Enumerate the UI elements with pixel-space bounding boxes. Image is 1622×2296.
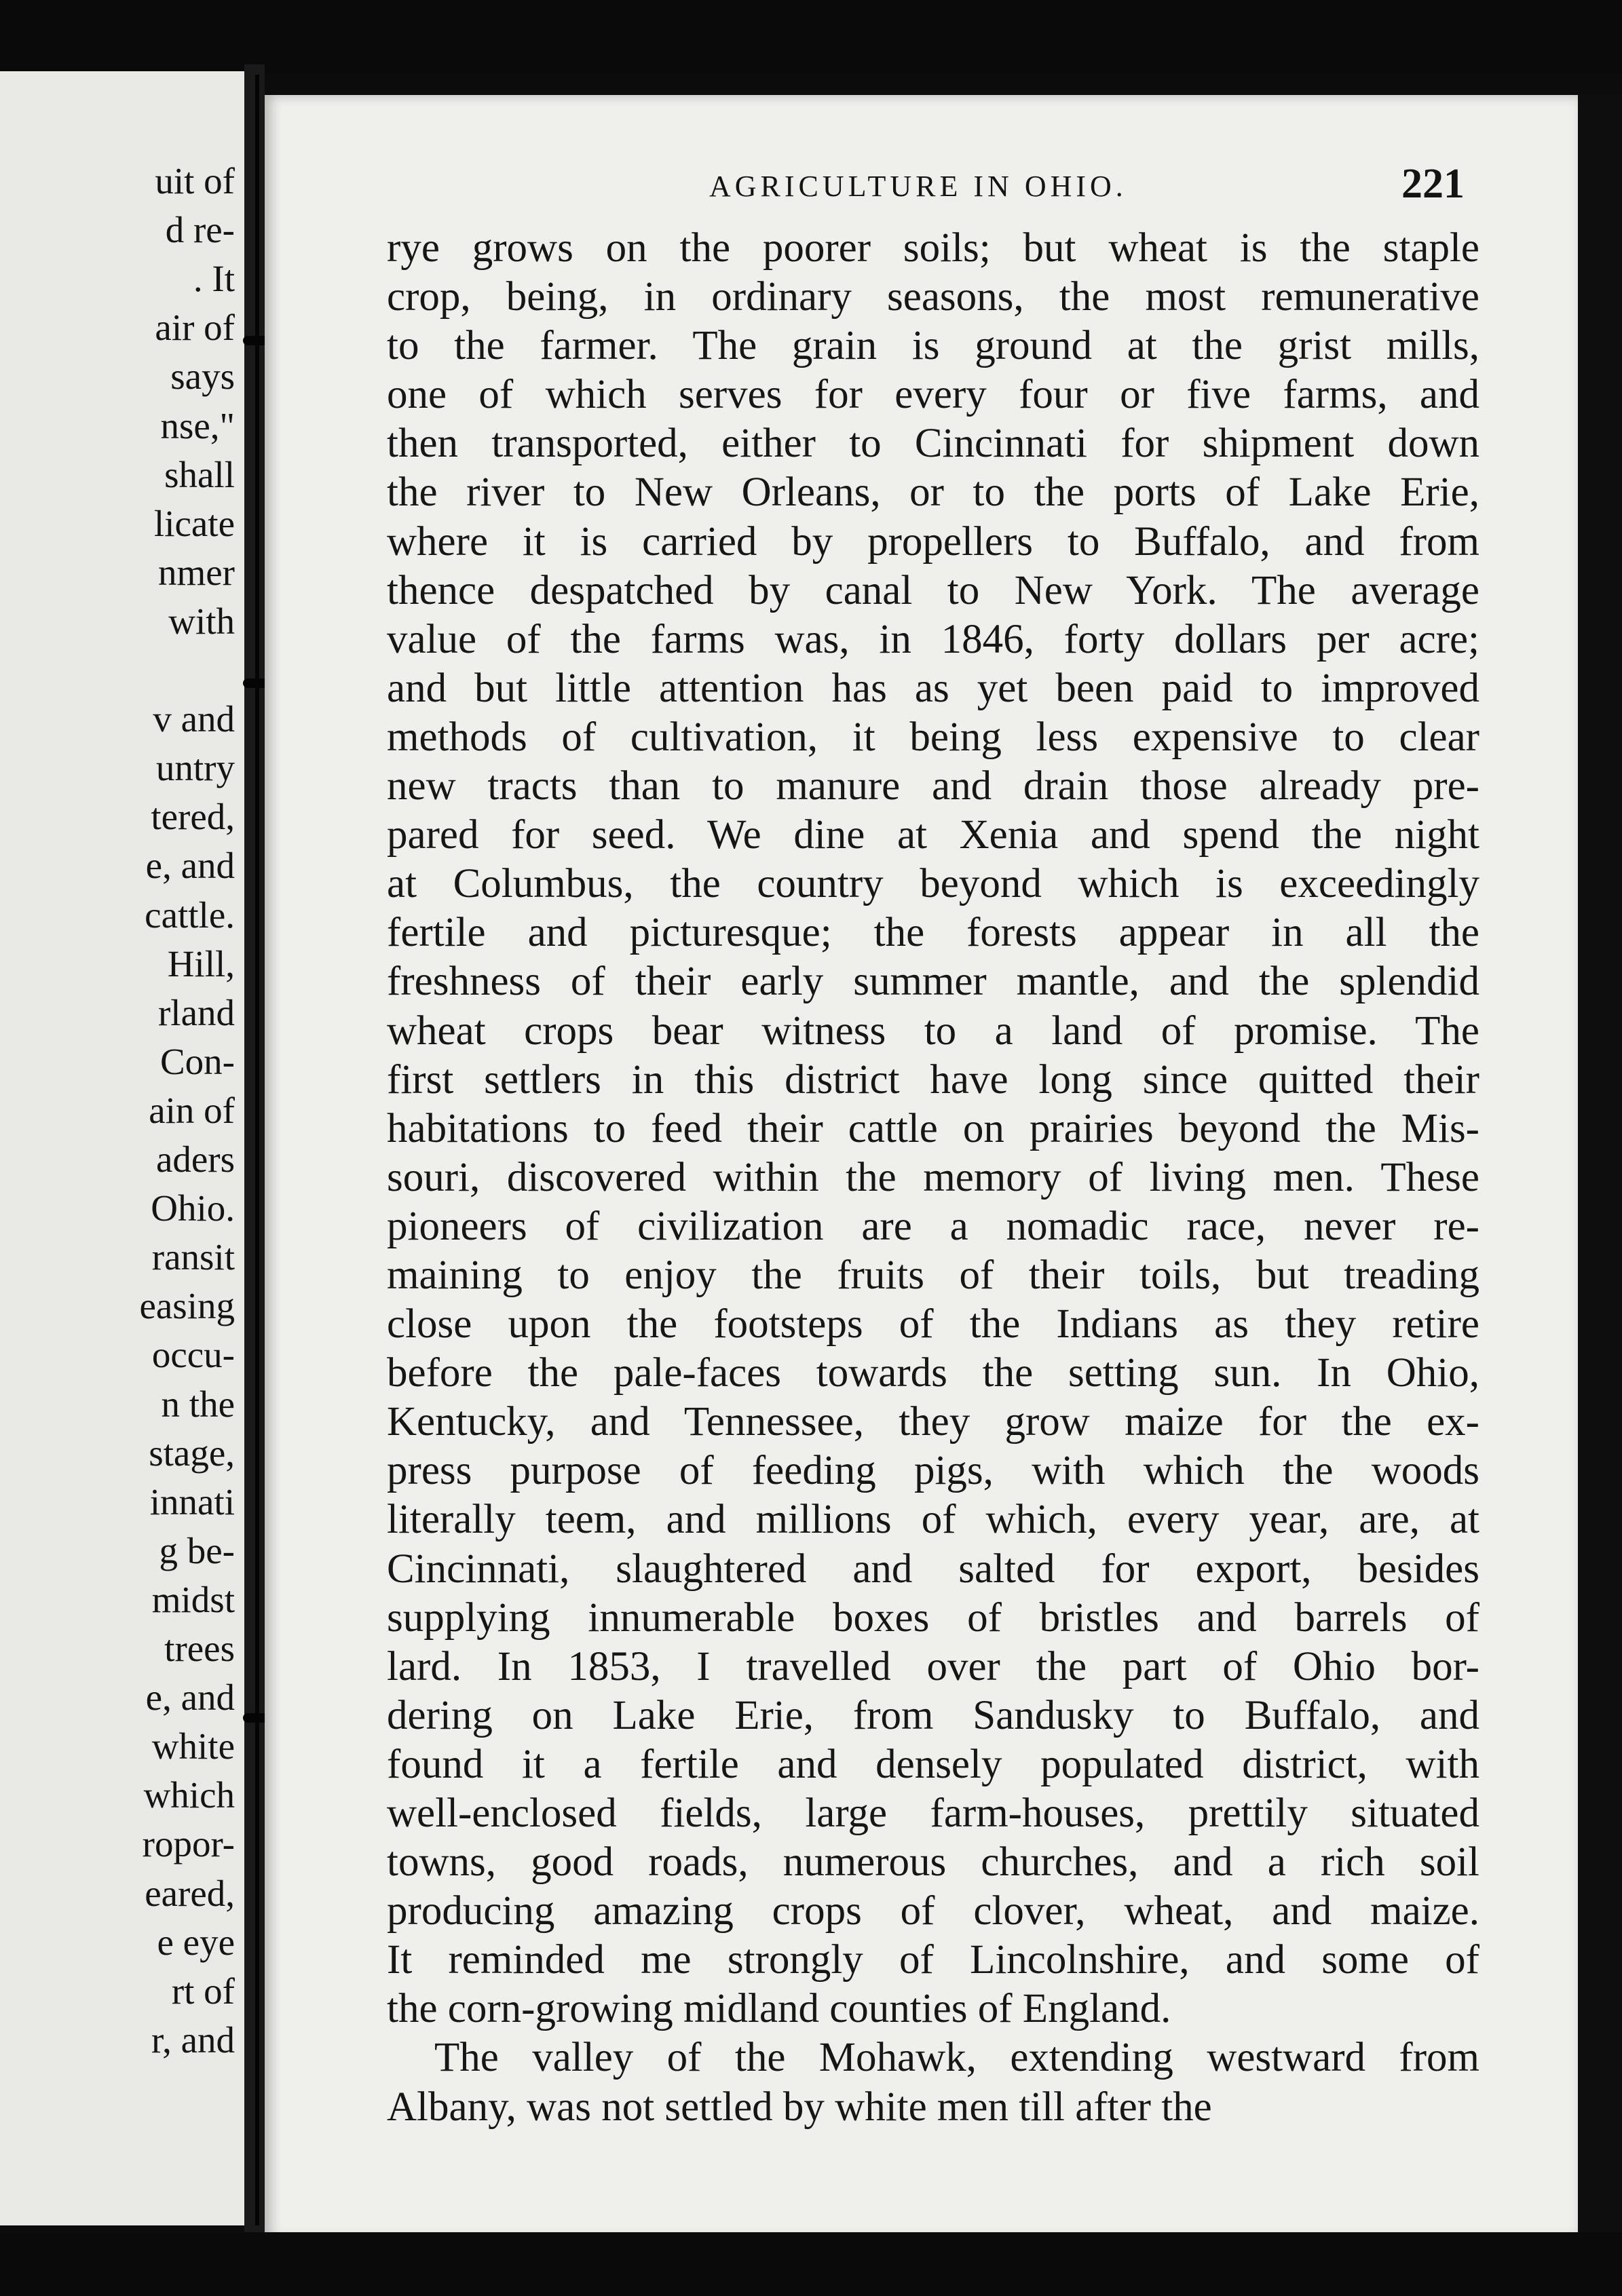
facing-page-line: eared, — [145, 1872, 235, 1914]
text-line: found it a fertile and densely populated district, with — [387, 1741, 1479, 1787]
text-line: pared for seed. We dine at Xenia and spend the night — [387, 812, 1479, 858]
text-line: value of the farms was, in 1846, forty dollars per acre; — [387, 616, 1479, 662]
text-line: dering on Lake Erie, from Sandusky to Buffalo, and — [387, 1692, 1479, 1738]
facing-page-line: says — [170, 356, 235, 398]
text-line: methods of cultivation, it being less expensive to clear — [387, 714, 1479, 760]
facing-page-line: Con- — [160, 1040, 235, 1082]
text-line: wheat crops bear witness to a land of promise. The — [387, 1008, 1479, 1054]
facing-page-line: d re- — [165, 209, 235, 251]
text-line: thence despatched by canal to New York. The average — [387, 567, 1479, 613]
text-line: The valley of the Mohawk, extending westward from — [434, 2035, 1479, 2081]
text-line: producing amazing crops of clover, wheat, and maize. — [387, 1888, 1479, 1934]
book-gutter — [244, 64, 265, 2236]
facing-page-line: with — [168, 600, 235, 642]
text-line: Cincinnati, slaughtered and salted for export, besides — [387, 1546, 1479, 1592]
text-line: Kentucky, and Tennessee, they grow maize for the ex- — [387, 1399, 1479, 1445]
facing-page-line: tered, — [151, 796, 235, 838]
facing-page-line: n the — [161, 1383, 235, 1425]
facing-page-line: aders — [155, 1139, 235, 1180]
facing-page-line: Ohio. — [151, 1187, 235, 1229]
text-line: supplying innumerable boxes of bristles and barrels of — [387, 1594, 1479, 1641]
text-line: souri, discovered within the memory of living men. These — [387, 1154, 1479, 1200]
facing-page-line: e, and — [145, 1677, 235, 1719]
facing-page-line: licate — [153, 502, 235, 544]
facing-page-line: rt of — [171, 1970, 235, 2012]
text-line: then transported, either to Cincinnati for shipment down — [387, 421, 1479, 467]
facing-page-line: innati — [149, 1480, 235, 1523]
text-line: where it is carried by propellers to Buffalo, and from — [387, 518, 1479, 565]
text-line: crop, being, in ordinary seasons, the most remunerative — [387, 274, 1479, 320]
facing-page-line: midst — [151, 1578, 235, 1620]
body-text — [387, 224, 1479, 2132]
running-title: AGRICULTURE IN OHIO. — [709, 170, 1127, 203]
text-line: rye grows on the poorer soils; but wheat is the staple — [387, 225, 1479, 271]
text-line: press purpose of feeding pigs, with which the woods — [387, 1448, 1479, 1494]
facing-page-line: ransit — [151, 1236, 235, 1278]
facing-page-line: r, and — [151, 2018, 235, 2061]
text-line: literally teem, and millions of which, every year, are, at — [387, 1497, 1479, 1543]
facing-page-line: easing — [139, 1285, 235, 1327]
running-head — [265, 159, 1473, 214]
page-number: 221 — [1401, 161, 1465, 207]
text-line: well-enclosed fields, large farm-houses, prettily situated — [387, 1791, 1479, 1836]
facing-page-line: ropor- — [142, 1823, 235, 1865]
text-line: one of which serves for every four or five farms, and — [387, 372, 1479, 418]
text-line: lard. In 1853, I travelled over the part of Ohio bor- — [387, 1643, 1479, 1689]
facing-page-line: v and — [153, 698, 235, 740]
text-line: It reminded me strongly of Lincolnshire, and some of — [387, 1937, 1479, 1983]
page-edge-shadow — [1578, 95, 1622, 2239]
text-line: Albany, was not settled by white men till after the — [387, 2084, 1212, 2130]
text-line: new tracts than to manure and drain those already pre- — [387, 763, 1479, 809]
text-line: and but little attention has as yet been paid to improved — [387, 665, 1479, 711]
facing-page-line: white — [151, 1725, 235, 1767]
facing-page-line: stage, — [149, 1432, 235, 1474]
text-line: pioneers of civilization are a nomadic race, never re- — [387, 1203, 1479, 1249]
facing-page-line: untry — [155, 747, 235, 789]
text-line: at Columbus, the country beyond which is exceedingly — [387, 861, 1479, 907]
book-page — [265, 95, 1578, 2239]
binding-line — [255, 75, 259, 2225]
facing-page-line: uit of — [155, 160, 235, 202]
text-line: first settlers in this district have long since quitted their — [387, 1056, 1479, 1103]
facing-page-line: occu- — [151, 1334, 235, 1376]
facing-page-line: nmer — [157, 551, 235, 593]
facing-page-line: e, and — [145, 845, 235, 887]
text-line: to the farmer. The grain is ground at the grist mills, — [387, 323, 1479, 369]
facing-page-line: . It — [193, 258, 235, 300]
text-line: before the pale-faces towards the setting sun. In Ohio, — [387, 1350, 1479, 1396]
text-line: fertile and picturesque; the forests appear in all the — [387, 910, 1479, 956]
facing-page-line: g be- — [159, 1529, 235, 1571]
facing-page-line: shall — [164, 453, 235, 495]
facing-page-line: nse," — [160, 404, 235, 446]
facing-page-fragment — [0, 71, 244, 2225]
text-line: maining to enjoy the fruits of their toils, but treading — [387, 1252, 1479, 1298]
scan-background-bottom — [0, 2232, 1622, 2296]
text-line: habitations to feed their cattle on prairies beyond the Mis- — [387, 1105, 1479, 1151]
facing-page-line: ain of — [149, 1089, 235, 1131]
facing-page-line: which — [143, 1774, 235, 1816]
text-line: freshness of their early summer mantle, and the splendid — [387, 959, 1479, 1005]
facing-page-line: trees — [164, 1628, 235, 1669]
text-line: towns, good roads, numerous churches, and a rich soil — [387, 1839, 1479, 1886]
text-line: the river to New Orleans, or to the ports of Lake Erie, — [387, 470, 1479, 516]
text-line: close upon the footsteps of the Indians as they retire — [387, 1301, 1479, 1347]
facing-page-line: rland — [157, 991, 235, 1033]
text-line: the corn-growing midland counties of England. — [387, 1986, 1171, 2032]
facing-page-line: air of — [155, 307, 235, 349]
facing-page-line: Hill, — [167, 942, 235, 984]
facing-page-line: cattle. — [145, 894, 235, 936]
scan-background-top — [0, 0, 1622, 75]
facing-page-line: e eye — [157, 1921, 235, 1963]
